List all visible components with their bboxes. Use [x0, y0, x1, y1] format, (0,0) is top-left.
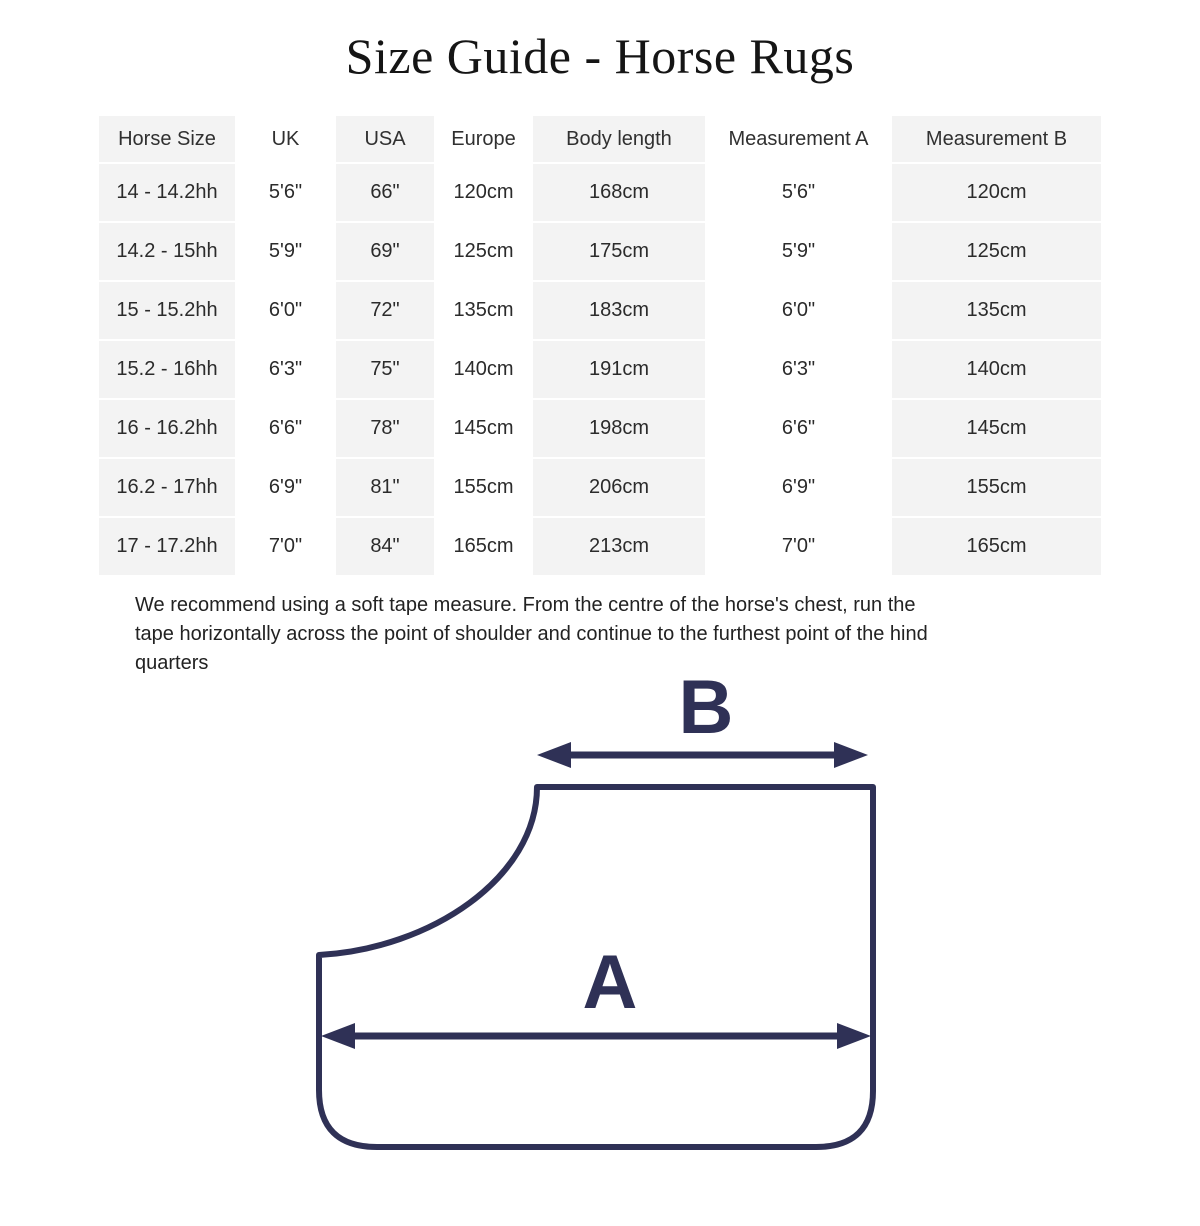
- measuring-note-line: We recommend using a soft tape measure. From the centre of the horse's chest, run the: [135, 594, 916, 616]
- table-cell: 6'6": [781, 417, 816, 439]
- column-header-europe: Europe: [451, 127, 516, 150]
- table-cell: 206cm: [533, 459, 705, 516]
- page-title: Size Guide - Horse Rugs: [345, 28, 855, 84]
- table-cell: 191cm: [533, 341, 705, 398]
- table-cell: 125cm: [453, 240, 514, 262]
- table-cell: 6'0": [268, 299, 303, 321]
- measurement-a-arrow: [321, 1023, 871, 1049]
- table-cell: 5'6": [781, 181, 816, 203]
- measuring-note-line: tape horizontally across the point of shoulder and continue to the furthest point of the hind: [135, 623, 928, 645]
- table-cell: 6'9": [268, 476, 303, 498]
- table-cell: 140cm: [453, 358, 514, 380]
- measurement-a-label: A: [582, 940, 638, 1025]
- size-table: [97, 114, 1103, 577]
- table-cell: 6'0": [781, 299, 816, 321]
- table-cell: 14.2 - 15hh: [99, 223, 235, 280]
- table-row: [99, 164, 1101, 221]
- table-cell: 155cm: [453, 476, 514, 498]
- table-cell: 6'6": [268, 417, 303, 439]
- rug-diagram: [280, 663, 920, 1183]
- table-cell: 6'3": [268, 358, 303, 380]
- table-cell: 7'0": [268, 535, 303, 557]
- table-cell: 175cm: [533, 223, 705, 280]
- table-cell: 78": [336, 400, 434, 457]
- table-row: [99, 459, 1101, 516]
- table-cell: 6'3": [781, 358, 816, 380]
- table-cell: 6'9": [781, 476, 816, 498]
- table-row: [99, 518, 1101, 575]
- table-row: [99, 223, 1101, 280]
- table-cell: 16.2 - 17hh: [99, 459, 235, 516]
- table-cell: 140cm: [892, 341, 1101, 398]
- table-cell: 120cm: [892, 164, 1101, 221]
- table-cell: 198cm: [533, 400, 705, 457]
- column-header-measurement-a: Measurement A: [728, 127, 869, 150]
- table-cell: 213cm: [533, 518, 705, 575]
- table-cell: 69": [336, 223, 434, 280]
- table-cell: 165cm: [892, 518, 1101, 575]
- table-cell: 145cm: [892, 400, 1101, 457]
- table-cell: 81": [336, 459, 434, 516]
- table-cell: 84": [336, 518, 434, 575]
- column-header-horse-size: Horse Size: [99, 116, 235, 162]
- table-cell: 75": [336, 341, 434, 398]
- table-row: [99, 400, 1101, 457]
- size-table-body: [99, 164, 1101, 575]
- table-cell: 155cm: [892, 459, 1101, 516]
- table-cell: 135cm: [892, 282, 1101, 339]
- table-cell: 5'6": [268, 181, 303, 203]
- table-cell: 120cm: [453, 181, 514, 203]
- table-cell: 5'9": [781, 240, 816, 262]
- table-row: [99, 341, 1101, 398]
- table-cell: 15 - 15.2hh: [99, 282, 235, 339]
- table-header-row: [99, 116, 1101, 162]
- table-cell: 168cm: [533, 164, 705, 221]
- table-cell: 72": [336, 282, 434, 339]
- column-header-usa: USA: [336, 116, 434, 162]
- measuring-note-line: quarters: [135, 652, 209, 674]
- table-row: [99, 282, 1101, 339]
- column-header-body-length: Body length: [533, 116, 705, 162]
- table-cell: 14 - 14.2hh: [99, 164, 235, 221]
- table-cell: 17 - 17.2hh: [99, 518, 235, 575]
- table-cell: 165cm: [453, 535, 514, 557]
- table-cell: 5'9": [268, 240, 303, 262]
- table-cell: 66": [336, 164, 434, 221]
- table-cell: 7'0": [781, 535, 816, 557]
- table-cell: 16 - 16.2hh: [99, 400, 235, 457]
- table-cell: 125cm: [892, 223, 1101, 280]
- measurement-b-label: B: [678, 665, 734, 750]
- table-cell: 183cm: [533, 282, 705, 339]
- column-header-measurement-b: Measurement B: [892, 116, 1101, 162]
- table-cell: 135cm: [453, 299, 514, 321]
- table-cell: 15.2 - 16hh: [99, 341, 235, 398]
- table-cell: 145cm: [453, 417, 514, 439]
- column-header-uk: UK: [271, 127, 300, 150]
